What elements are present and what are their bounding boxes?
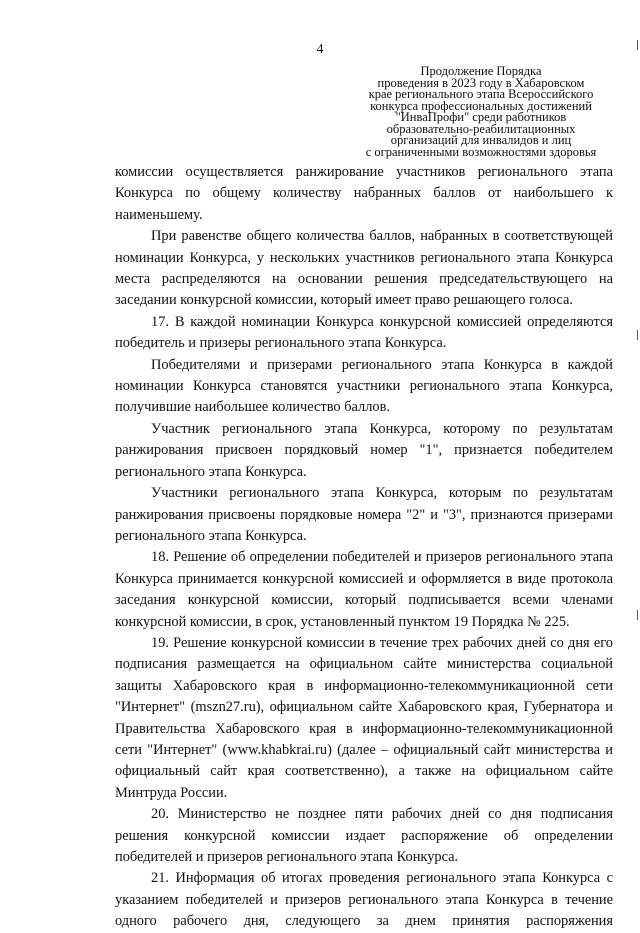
scan-edge-mark	[637, 330, 638, 340]
header-line: с ограниченными возможностями здоровья	[365, 144, 597, 159]
document-header	[352, 66, 610, 158]
paragraph-18: 18. Решение об определении победителей и призеров регионального этапа Конкурса принимается конкурсной комиссией и оформляется в виде протокола заседания конкурсной комиссии, который подписывается всеми членами конкурсной комиссии, в срок, установленный пунктом 19 Порядка № 225.	[115, 549, 613, 630]
paragraph-winners: Победителями и призерами регионального этапа Конкурса в каждой номинации Конкурса становятся участники регионального этапа Конкурса, получившие наибольшее количество баллов.	[115, 356, 613, 416]
header-line: организаций для инвалидов и лиц	[390, 133, 572, 147]
paragraph-17: 17. В каждой номинации Конкурса конкурсной комиссией определяются победитель и призеры регионального этапа Конкурса.	[115, 313, 613, 352]
scan-edge-mark	[637, 40, 638, 50]
header-line: проведения в 2023 году в Хабаровском	[377, 75, 585, 90]
scan-edge-mark	[637, 610, 638, 620]
paragraph-continuation: комиссии осуществляется ранжирование участников регионального этапа Конкурса по общему количеству набранных баллов от наибольшего к наименьшему.	[115, 164, 613, 223]
paragraph-first-place: Участник регионального этапа Конкурса, которому по результатам ранжирования присвоен порядковый номер "1", признается победителем регионального этапа Конкурса.	[115, 420, 613, 480]
header-line: конкурса профессиональных достижений	[370, 98, 592, 113]
paragraph-19: 19. Решение конкурсной комиссии в течение трех рабочих дней со дня его подписания размещается на официальном сайте министерства социальной защиты Хабаровского края в информационно-телекоммуникационной сети "Интернет" (mszn27.ru), официальном сайте Хабаровского края, Губернатора и Правительства Хабаровского края в информационно-телекоммуникационной сети "Интернет" (www.khabkrai.ru) (далее – официальный сайт министерства и официальный сайт края соответственно), а также на официальном сайте Минтруда России.	[115, 634, 613, 801]
header-line: Продолжение Порядка	[420, 64, 542, 78]
paragraph-prize-places: Участники регионального этапа Конкурса, которым по результатам ранжирования присвоены порядковые номера "2" и "3", признаются призерами регионального этапа Конкурса.	[115, 485, 613, 544]
paragraph-21: 21. Информация об итогах проведения регионального этапа Конкурса с указанием победителей и призеров регионального этапа Конкурса в течение одного рабочего дня, следующего за днем принятия распоряжения	[115, 870, 613, 930]
header-line: "ИнваПрофи" среди работников	[395, 110, 567, 124]
header-line: образовательно-реабилитационных	[386, 121, 576, 136]
page-number: 4	[316, 42, 324, 57]
header-line: крае регионального этапа Всероссийского	[368, 87, 594, 101]
paragraph-tie-rule: При равенстве общего количества баллов, набранных в соответствующей номинации Конкурса, у нескольких участников регионального этапа Конкурса места распределяются на основании решения председательствующего на заседании конкурсной комиссии, который имеет право решающего голоса.	[115, 228, 613, 309]
document-body	[115, 162, 613, 933]
paragraph-20: 20. Министерство не позднее пяти рабочих дней со дня подписания решения конкурсной комиссии издает распоряжение об определении победителей и призеров регионального этапа Конкурса.	[115, 806, 613, 865]
